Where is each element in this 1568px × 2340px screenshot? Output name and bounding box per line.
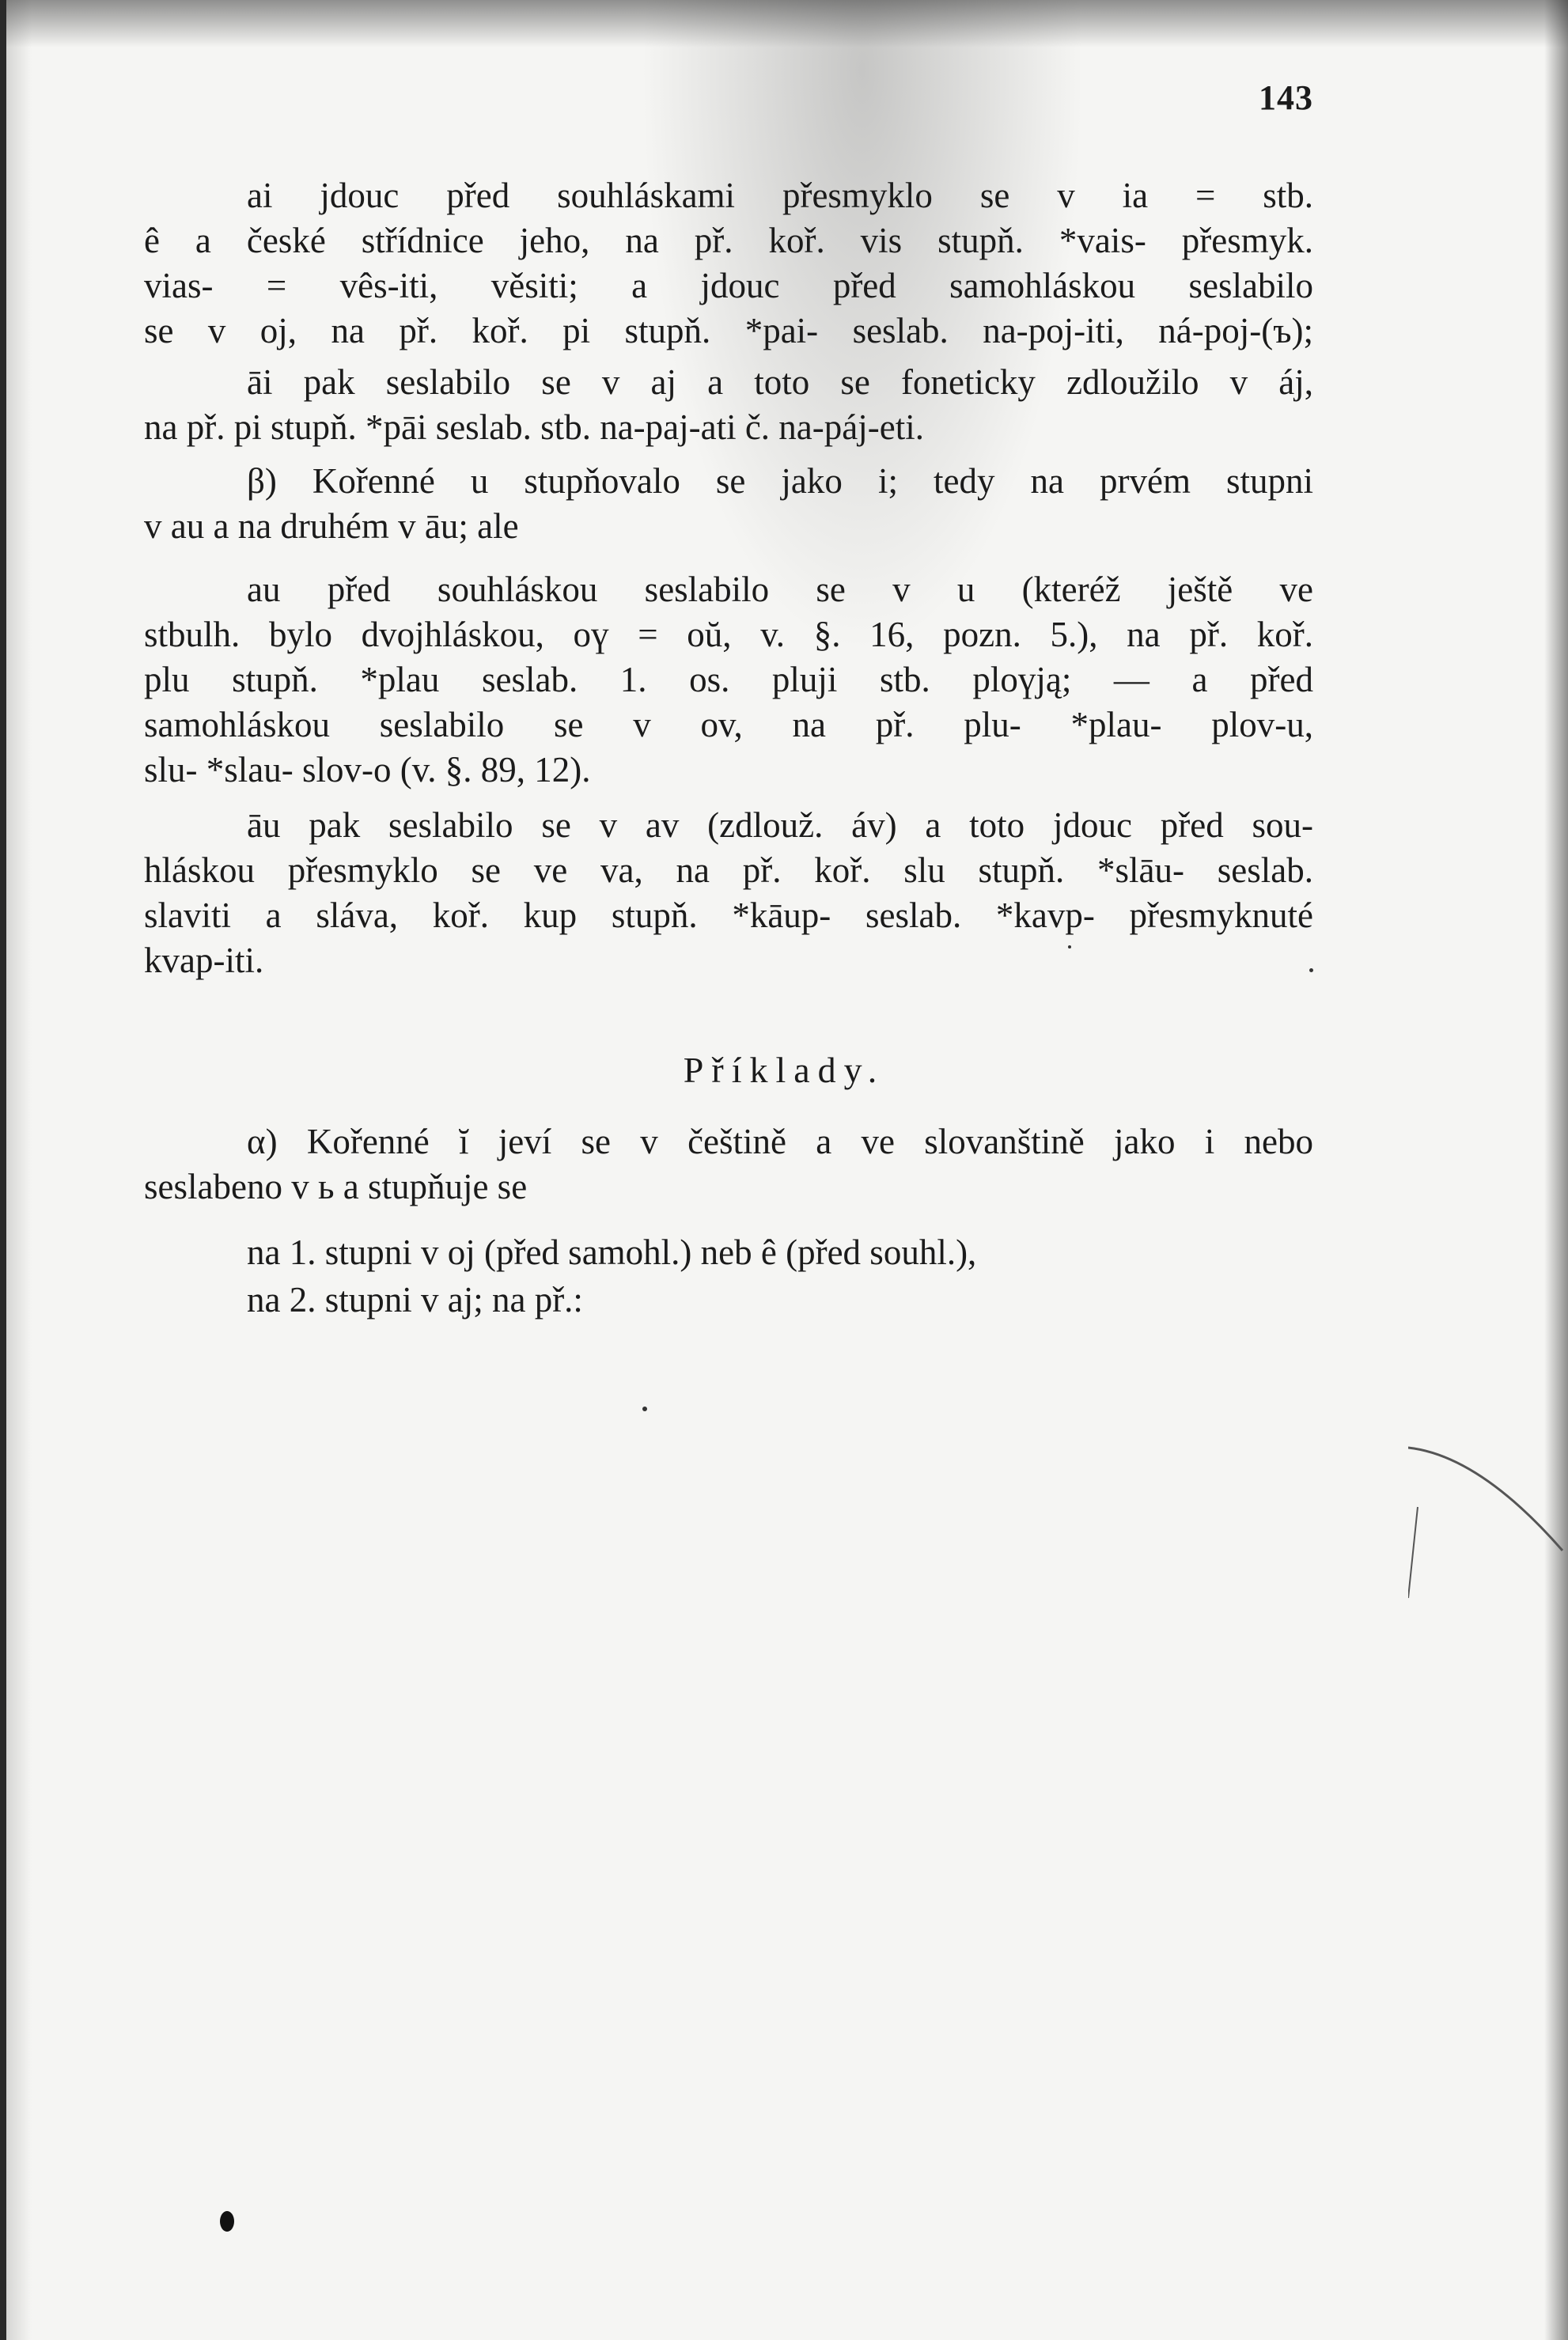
paragraph-5: [144, 803, 1313, 983]
scan-edge-left: [0, 0, 6, 2340]
text-line: slu- *slau- slov-o (v. §. 89, 12).: [144, 750, 591, 789]
text-line: β) Kořenné u stupňovalo se jako i; tedy na prvém stupni: [247, 461, 1313, 501]
list-item: na 1. stupni v oj (před samohl.) neb ê (před souhl.),: [247, 1232, 977, 1272]
text-line: samohláskou seslabilo se v ov, na př. plu- *plau- plov-u,: [144, 705, 1313, 744]
scan-artifact-curve: [1408, 1432, 1566, 1638]
text-line: ê a české střídnice jeho, na př. koř. vis stupň. *vais- přesmyk.: [144, 221, 1313, 260]
ink-speck: [1309, 968, 1313, 972]
paragraph-1: [144, 173, 1313, 354]
scan-shadow-top: [0, 0, 1568, 47]
ink-speck: [1068, 945, 1071, 948]
scan-shadow-right: [1544, 0, 1568, 2340]
ink-blot: [220, 2211, 234, 2232]
paragraph-6: [144, 1119, 1313, 1210]
text-line: āi pak seslabilo se v aj a toto se foneticky zdloužilo v áj,: [247, 362, 1313, 402]
page-number: 143: [1259, 78, 1313, 117]
section-heading: Příklady.: [683, 1050, 885, 1090]
text-line: v au a na druhém v āu; ale: [144, 506, 519, 546]
paragraph-2: [144, 360, 1313, 450]
text-line: kvap-iti.: [144, 941, 264, 980]
paragraph-4: [144, 567, 1313, 793]
paragraph-3: [144, 459, 1313, 549]
list-item: na 2. stupni v aj; na př.:: [247, 1280, 583, 1320]
text-line: seslabeno v ь a stupňuje se: [144, 1167, 528, 1206]
ink-speck: [642, 1407, 647, 1411]
text-line: α) Kořenné ĭ jeví se v češtině a ve slovanštině jako i nebo: [247, 1122, 1313, 1161]
stage-list: [144, 1229, 1313, 1323]
text-line: ai jdouc před souhláskami přesmyklo se v ia = stb.: [247, 176, 1313, 215]
text-line: na př. pi stupň. *pāi seslab. stb. na-paj-ati č. na-páj-eti.: [144, 407, 924, 447]
text-line: slaviti a sláva, koř. kup stupň. *kāup- seslab. *kavp- přesmyknuté: [144, 895, 1313, 935]
text-line: āu pak seslabilo se v av (zdlouž. áv) a toto jdouc před sou-: [247, 805, 1313, 845]
text-line: au před souhláskou seslabilo se v u (kteréž ještě ve: [247, 570, 1313, 609]
text-line: plu stupň. *plau seslab. 1. os. pluji stb. plоүją; — a před: [144, 660, 1313, 699]
text-line: vias- = vês-iti, věsiti; a jdouc před samohláskou seslabilo: [144, 266, 1313, 305]
text-line: stbulh. bylo dvojhláskou, оү = oŭ, v. §. 16, pozn. 5.), na př. koř.: [144, 615, 1313, 654]
text-line: hláskou přesmyklo se ve va, na př. koř. slu stupň. *slāu- seslab.: [144, 850, 1313, 890]
text-line: se v oj, na př. koř. pi stupň. *pai- seslab. na-poj-iti, ná-poj-(ъ);: [144, 311, 1313, 350]
